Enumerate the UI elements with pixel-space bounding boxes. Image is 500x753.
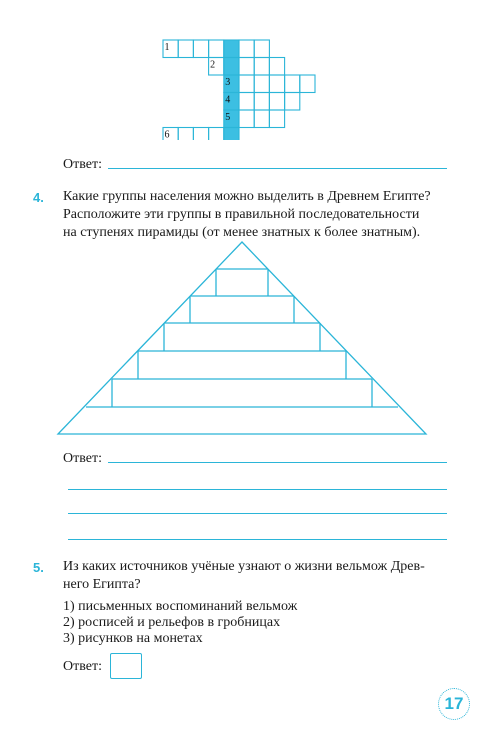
crossword-clue-number: 6 — [164, 129, 170, 140]
crossword-cell[interactable] — [269, 93, 284, 111]
crossword-grid — [0, 0, 500, 140]
crossword-cell[interactable] — [254, 58, 269, 76]
crossword-answer-line[interactable] — [108, 168, 447, 169]
question-4-line-2: Расположите эти группы в правильной последовательности — [63, 207, 420, 222]
crossword-cell[interactable] — [239, 75, 254, 93]
crossword-cell[interactable] — [239, 93, 254, 111]
crossword-key-column — [224, 40, 239, 140]
crossword-cell[interactable] — [300, 75, 315, 93]
crossword-cell[interactable] — [285, 93, 300, 111]
crossword-cell[interactable] — [254, 93, 269, 111]
question-4-answer-line-2[interactable] — [68, 489, 447, 490]
question-4-answer-label: Ответ: — [63, 451, 102, 466]
crossword-clue-number: 3 — [225, 77, 231, 88]
question-4-text — [63, 188, 431, 242]
crossword-cell[interactable] — [285, 75, 300, 93]
question-5-answer-box[interactable] — [110, 653, 142, 679]
crossword-cell[interactable] — [209, 40, 224, 58]
crossword-cell[interactable] — [269, 110, 284, 128]
crossword-cell[interactable] — [193, 128, 208, 141]
question-4-answer-line-1[interactable] — [108, 462, 447, 463]
question-5-number: 5. — [33, 560, 44, 575]
crossword-answer-label: Ответ: — [63, 157, 102, 172]
crossword-cell[interactable] — [254, 75, 269, 93]
question-5-text — [63, 558, 425, 594]
question-5-line-2: него Египта? — [63, 577, 141, 592]
question-5-option-3: 3) рисунков на монетах — [63, 631, 203, 646]
question-4-line-1: Какие группы населения можно выделить в Древнем Египте? — [63, 189, 431, 204]
question-4-line-3: на ступенях пирамиды (от менее знатных к более знатным). — [63, 225, 421, 240]
crossword-clue-number: 5 — [225, 112, 231, 123]
crossword-cell[interactable] — [239, 40, 254, 58]
question-4-number: 4. — [33, 190, 44, 205]
crossword-cell[interactable] — [254, 40, 269, 58]
pyramid-diagram — [0, 235, 500, 440]
crossword-cell[interactable] — [269, 75, 284, 93]
crossword-cell[interactable] — [269, 58, 284, 76]
crossword-cell[interactable] — [178, 40, 193, 58]
crossword-cell[interactable] — [239, 110, 254, 128]
crossword-cell[interactable] — [254, 110, 269, 128]
crossword-cell[interactable] — [239, 58, 254, 76]
crossword-clue-number: 4 — [225, 94, 231, 106]
pyramid-outline — [58, 242, 426, 434]
crossword-clue-number: 2 — [210, 59, 216, 71]
question-4-answer-line-4[interactable] — [68, 539, 447, 540]
question-4-answer-line-3[interactable] — [68, 513, 447, 514]
question-5-answer-label: Ответ: — [63, 659, 102, 674]
crossword-clue-number: 1 — [164, 42, 170, 53]
question-5-line-1: Из каких источников учёные узнают о жизни вельмож Древ- — [63, 559, 425, 574]
crossword-cell[interactable] — [209, 128, 224, 141]
question-5-option-2: 2) росписей и рельефов в гробницах — [63, 615, 281, 630]
question-5-option-1: 1) письменных воспоминаний вельмож — [63, 599, 298, 614]
crossword-cell[interactable] — [193, 40, 208, 58]
page-number-badge: 17 — [438, 688, 470, 720]
crossword-cell[interactable] — [178, 128, 193, 141]
